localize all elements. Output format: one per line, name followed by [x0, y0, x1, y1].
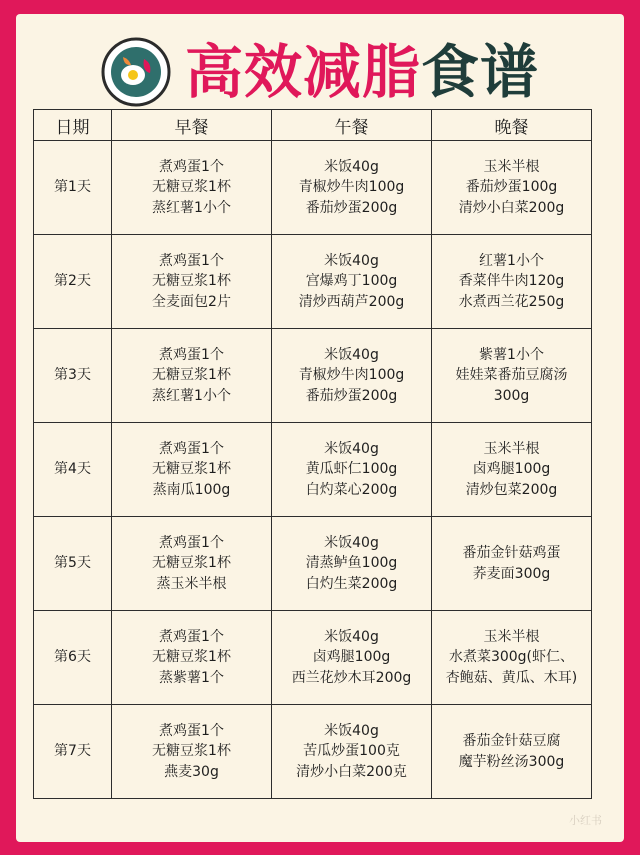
breakfast-cell: [112, 611, 272, 705]
breakfast-item: 煮鸡蛋1个: [159, 158, 224, 175]
dinner-item: 清炒小白菜200g: [458, 199, 565, 216]
breakfast-item: 无糖豆浆1杯: [152, 179, 231, 196]
table-row: [34, 141, 592, 235]
dinner-item: 香菜伴牛肉120g: [458, 273, 565, 290]
header-lunch: 午餐: [272, 110, 432, 141]
breakfast-item: 全麦面包2片: [152, 293, 231, 310]
dinner-item: 300g: [493, 387, 530, 404]
table-row: [34, 329, 592, 423]
breakfast-item: 无糖豆浆1杯: [152, 649, 231, 666]
lunch-item: 清炒西葫芦200g: [298, 293, 405, 310]
day-cell: 第7天: [34, 705, 112, 799]
lunch-item: 白灼菜心200g: [305, 481, 398, 498]
lunch-item: 青椒炒牛肉100g: [298, 179, 405, 196]
breakfast-item: 煮鸡蛋1个: [159, 346, 224, 363]
table-row: [34, 705, 592, 799]
dinner-cell: [432, 423, 592, 517]
dinner-item: 番茄金针菇豆腐: [462, 733, 561, 749]
lunch-item: 米饭40g: [324, 252, 379, 269]
title-part-2: 食谱: [421, 38, 540, 106]
lunch-item: 苦瓜炒蛋100克: [303, 743, 400, 760]
lunch-cell: [272, 611, 432, 705]
breakfast-item: 煮鸡蛋1个: [159, 252, 224, 269]
dinner-item: 番茄金针菇鸡蛋: [462, 545, 561, 561]
lunch-item: 清蒸鲈鱼100g: [305, 555, 398, 572]
lunch-item: 西兰花炒木耳200g: [291, 669, 412, 686]
lunch-item: 白灼生菜200g: [305, 575, 398, 592]
day-cell: 第3天: [34, 329, 112, 423]
breakfast-item: 蒸玉米半根: [156, 575, 227, 592]
day-cell: 第4天: [34, 423, 112, 517]
lunch-item: 宫爆鸡丁100g: [305, 273, 398, 290]
lunch-item: 青椒炒牛肉100g: [298, 367, 405, 384]
breakfast-cell: [112, 235, 272, 329]
table-header-row: [34, 110, 592, 141]
lunch-cell: [272, 329, 432, 423]
table-row: [34, 517, 592, 611]
breakfast-cell: [112, 423, 272, 517]
day-cell: 第5天: [34, 517, 112, 611]
breakfast-item: 蒸红薯1小个: [152, 387, 231, 404]
watermark: 小红书: [569, 814, 602, 827]
dinner-item: 玉米半根: [483, 628, 540, 645]
breakfast-item: 无糖豆浆1杯: [152, 367, 231, 384]
meal-plan-table: [33, 109, 592, 799]
lunch-item: 清炒小白菜200克: [296, 763, 407, 780]
dinner-item: 娃娃菜番茄豆腐汤: [455, 367, 568, 384]
dinner-cell: [432, 517, 592, 611]
breakfast-item: 蒸红薯1小个: [152, 199, 231, 216]
breakfast-item: 无糖豆浆1杯: [152, 743, 231, 760]
day-cell: 第2天: [34, 235, 112, 329]
dinner-item: 水煮菜300g(虾仁、: [448, 649, 575, 666]
breakfast-item: 煮鸡蛋1个: [159, 534, 224, 551]
dinner-item: 荞麦面300g: [472, 565, 551, 582]
dinner-cell: [432, 141, 592, 235]
breakfast-item: 煮鸡蛋1个: [159, 440, 224, 457]
food-plate-icon: [101, 37, 171, 107]
breakfast-cell: [112, 329, 272, 423]
breakfast-cell: [112, 517, 272, 611]
dinner-cell: [432, 611, 592, 705]
lunch-item: 米饭40g: [324, 346, 379, 363]
dinner-item: 红薯1小个: [479, 252, 544, 269]
lunch-cell: [272, 235, 432, 329]
table-row: [34, 611, 592, 705]
lunch-cell: [272, 705, 432, 799]
dinner-cell: [432, 235, 592, 329]
breakfast-item: 煮鸡蛋1个: [159, 722, 224, 739]
day-cell: 第1天: [34, 141, 112, 235]
lunch-item: 米饭40g: [324, 628, 379, 645]
breakfast-cell: [112, 705, 272, 799]
breakfast-item: 无糖豆浆1杯: [152, 273, 231, 290]
lunch-cell: [272, 423, 432, 517]
dinner-item: 清炒包菜200g: [465, 481, 558, 498]
breakfast-item: 无糖豆浆1杯: [152, 555, 231, 572]
dinner-item: 卤鸡腿100g: [472, 461, 551, 478]
lunch-item: 黄瓜虾仁100g: [305, 461, 398, 478]
lunch-item: 米饭40g: [324, 158, 379, 175]
lunch-item: 番茄炒蛋200g: [305, 387, 398, 404]
breakfast-item: 煮鸡蛋1个: [159, 628, 224, 645]
dinner-item: 番茄炒蛋100g: [465, 179, 558, 196]
dinner-item: 水煮西兰花250g: [458, 293, 565, 310]
dinner-item: 玉米半根: [483, 440, 540, 457]
lunch-item: 卤鸡腿100g: [312, 649, 391, 666]
dinner-item: 魔芋粉丝汤300g: [458, 753, 565, 770]
day-cell: 第6天: [34, 611, 112, 705]
lunch-item: 番茄炒蛋200g: [305, 199, 398, 216]
lunch-item: 米饭40g: [324, 440, 379, 457]
table-row: [34, 235, 592, 329]
header-dinner: 晚餐: [432, 110, 592, 141]
lunch-item: 米饭40g: [324, 534, 379, 551]
breakfast-item: 蒸紫薯1个: [159, 669, 224, 686]
page-title: [184, 38, 540, 106]
dinner-item: 玉米半根: [483, 158, 540, 175]
dinner-cell: [432, 705, 592, 799]
dinner-cell: [432, 329, 592, 423]
dinner-item: 紫薯1小个: [479, 346, 544, 363]
lunch-cell: [272, 517, 432, 611]
breakfast-cell: [112, 141, 272, 235]
table-row: [34, 423, 592, 517]
breakfast-item: 无糖豆浆1杯: [152, 461, 231, 478]
title-part-1: 高效减脂: [184, 38, 421, 106]
dinner-item: 杏鲍菇、黄瓜、木耳): [445, 669, 578, 686]
header-breakfast: 早餐: [112, 110, 272, 141]
breakfast-item: 燕麦30g: [164, 763, 219, 780]
header: [16, 32, 624, 112]
breakfast-item: 蒸南瓜100g: [152, 481, 231, 498]
lunch-cell: [272, 141, 432, 235]
header-date: 日期: [34, 110, 112, 141]
lunch-item: 米饭40g: [324, 722, 379, 739]
